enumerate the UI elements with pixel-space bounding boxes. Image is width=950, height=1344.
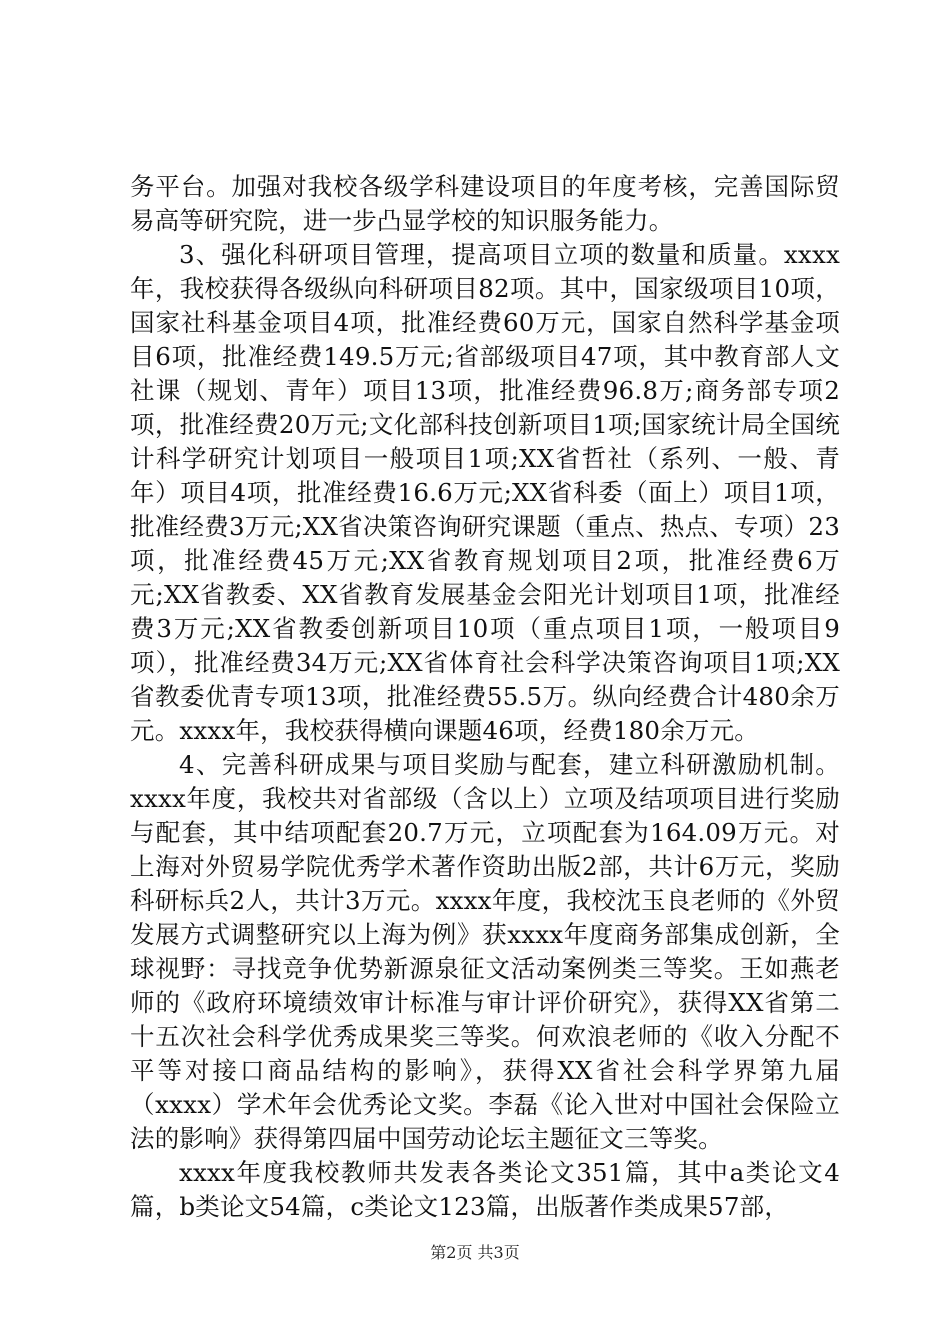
document-body bbox=[130, 170, 840, 1224]
paragraph-research-rewards: 4、完善科研成果与项目奖励与配套，建立科研激励机制。xxxx年度，我校共对省部级（含以上）立项及结项项目进行奖励与配套，其中结项配套20.7万元，立项配套为164.09万元。对上海对外贸易学院优秀学术著作资助出版2部，共计6万元，奖励科研标兵2人，共计3万元。xxxx年度，我校沈玉良老师的《外贸发展方式调整研究以上海为例》获xxxx年度商务部集成创新，全球视野：寻找竞争优势新源泉征文活动案例类三等奖。王如燕老师的《政府环境绩效审计标准与审计评价研究》，获得XX省第二十五次社会科学优秀成果奖三等奖。何欢浪老师的《收入分配不平等对接口商品结构的影响》，获得XX省社会科学界第九届（xxxx）学术年会优秀论文奖。李磊《论入世对中国社会保险立法的影响》获得第四届中国劳动论坛主题征文三等奖。 bbox=[130, 750, 840, 1153]
paragraph-publications: xxxx年度我校教师共发表各类论文351篇，其中a类论文4篇，b类论文54篇，c类论文123篇，出版著作类成果57部， bbox=[130, 1158, 840, 1221]
paragraph-research-projects: 3、强化科研项目管理，提高项目立项的数量和质量。xxxx年，我校获得各级纵向科研项目82项。其中，国家级项目10项，国家社科基金项目4项，批准经费60万元，国家自然科学基金项目6项，批准经费149.5万元;省部级项目47项，其中教育部人文社课（规划、青年）项目13项，批准经费96.8万;商务部专项2项，批准经费20万元;文化部科技创新项目1项;国家统计局全国统计科学研究计划项目一般项目1项;XX省哲社（系列、一般、青年）项目4项，批准经费16.6万元;XX省科委（面上）项目1项，批准经费3万元;XX省决策咨询研究课题（重点、热点、专项）23项，批准经费45万元;XX省教育规划项目2项，批准经费6万元;XX省教委、XX省教育发展基金会阳光计划项目1项，批准经费3万元;XX省教委创新项目10项（重点项目1项，一般项目9项），批准经费34万元;XX省体育社会科学决策咨询项目1项;XX省教委优青专项13项，批准经费55.5万。纵向经费合计480余万元。xxxx年，我校获得横向课题46项，经费180余万元。 bbox=[130, 240, 840, 745]
paragraph-continuation: 务平台。加强对我校各级学科建设项目的年度考核，完善国际贸易高等研究院，进一步凸显学校的知识服务能力。 bbox=[130, 172, 840, 235]
page-number-footer: 第2页 共3页 bbox=[430, 1243, 520, 1262]
